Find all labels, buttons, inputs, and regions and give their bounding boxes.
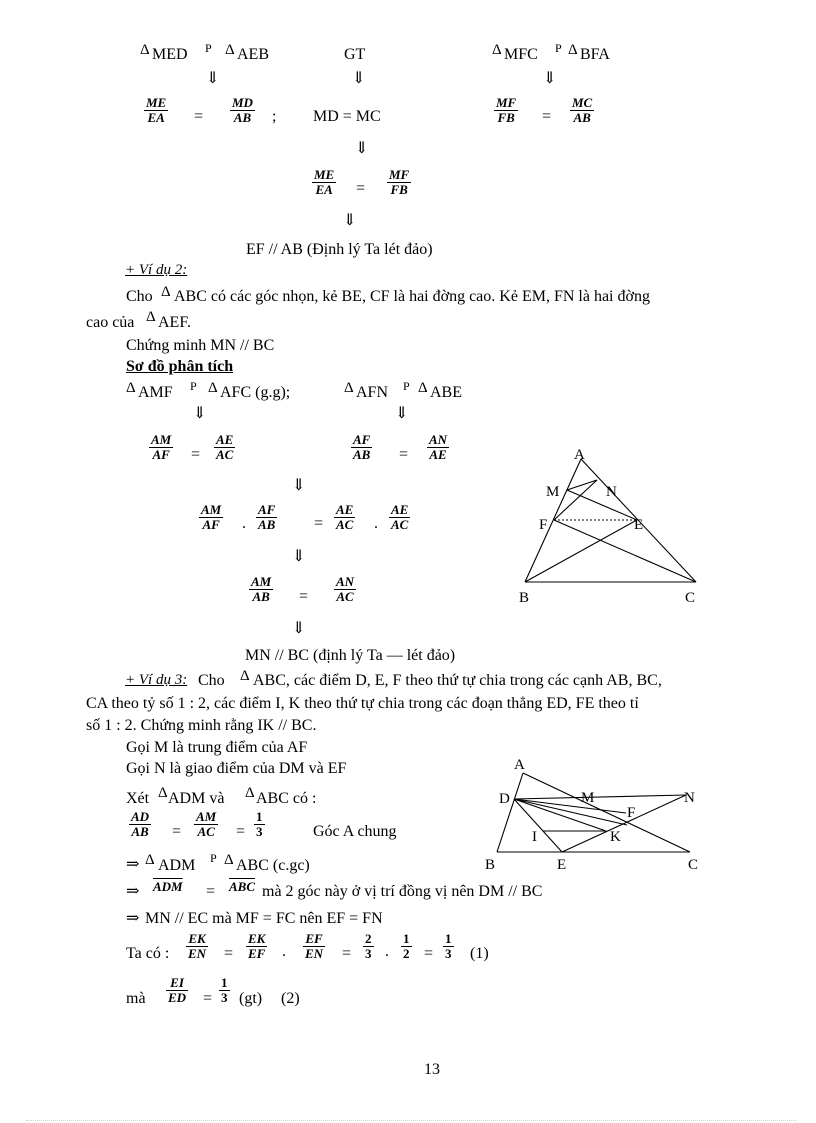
similar-symbol: P [205,41,212,55]
down-arrow-icon: ⇓ [352,70,366,87]
footer-divider [26,1120,796,1121]
down-arrow-icon: ⇓ [395,405,409,422]
point-label-b: B [519,590,530,606]
multiply-dot: . [242,515,246,532]
fraction-one-third: $\frac{1}{3}$ [445,931,452,961]
fraction-two-thirds: $\frac{2}{3}$ [365,931,372,961]
implies-icon: ⇒ [126,910,140,927]
tri-med: MED [152,46,188,63]
down-arrow-icon: ⇓ [292,620,306,637]
triangle-icon: Δ [568,42,578,58]
triangle-icon: Δ [240,668,250,684]
point-label-n: N [606,484,617,500]
equation-tag-1: (1) [470,945,489,962]
equals: = [206,883,216,900]
example-3-line-1-start: Cho [198,672,225,689]
down-arrow-icon: ⇓ [543,70,557,87]
xet-start: Xét [126,790,150,807]
semicolon: ; [272,108,277,125]
md-equals-mc: MD = MC [313,108,381,125]
fraction-am-af: $\frac{AM}{AF}$ [151,432,172,462]
xet-abc: ABC có : [256,790,317,807]
point-label-a: A [514,757,525,773]
triangle-icon: Δ [418,380,428,396]
tri-abe: ABE [430,384,462,401]
down-arrow-icon: ⇓ [355,140,369,157]
angle-adm: $\overline{ADM}$ [153,879,183,894]
fraction-an-ae: $\frac{AN}{AE}$ [429,432,448,462]
fraction-ae-ac: $\frac{AE}{AC}$ [391,502,409,532]
m-definition: Gọi M là trung điểm của AF [126,739,308,756]
fraction-af-ab: $\frac{AF}{AB}$ [353,432,371,462]
fraction-me-ea: $\frac{ME}{EA}$ [146,95,167,125]
point-label-e: E [634,517,644,533]
triangle-icon: Δ [161,284,171,300]
fraction-ek-ef: $\frac{EK}{EF}$ [248,931,266,961]
triangle-icon: Δ [146,309,156,325]
equals: = [424,945,434,962]
equals: = [356,180,366,197]
triangle-icon: Δ [492,42,502,58]
tri-afn: AFN [356,384,389,401]
point-label-m: M [581,790,595,806]
down-arrow-icon: ⇓ [193,405,207,422]
fraction-mc-ab: $\frac{MC}{AB}$ [572,95,593,125]
point-label-c: C [688,857,699,873]
conclusion-2: MN // BC (định lý Ta — lét đảo) [245,647,456,664]
equals: = [299,588,309,605]
example-2-line-1: ABC có các góc nhọn, kẻ BE, CF là hai đờng cao. Kẻ EM, FN là hai đờng [174,288,650,305]
point-label-e: E [557,857,567,873]
n-definition: Gọi N là giao điểm của DM và EF [126,760,347,777]
tri-amf: AMF [138,384,173,401]
equals: = [191,446,201,463]
similar-symbol: P [190,379,197,393]
multiply-dot: . [282,943,286,960]
equals: = [314,515,324,532]
fraction-ef-en: $\frac{EF}{EN}$ [305,931,324,961]
fraction-ek-en: $\frac{EK}{EN}$ [188,931,207,961]
triangle-figure-1 [510,445,710,610]
fraction-one-half: $\frac{1}{2}$ [403,931,410,961]
equals: = [542,108,552,125]
fraction-ei-ed: $\frac{EI}{ED}$ [168,975,187,1005]
fraction-ad-ab: $\frac{AD}{AB}$ [131,809,150,839]
down-arrow-icon: ⇓ [292,477,306,494]
angle-conclusion: mà 2 góc này ở vị trí đồng vị nên DM // BC [262,883,543,900]
down-arrow-icon: ⇓ [206,70,220,87]
page-number: 13 [424,1061,440,1078]
point-label-f: F [627,805,636,821]
gt-label: GT [344,46,366,63]
equals: = [399,446,409,463]
multiply-dot: . [374,515,378,532]
tri-bfa: BFA [580,46,610,63]
equals: = [194,108,204,125]
triangle-icon: Δ [245,785,255,801]
point-label-i: I [532,829,537,845]
equals: = [224,945,234,962]
triangle-icon: Δ [208,380,218,396]
example-3-line-1: ABC, các điểm D, E, F theo thứ tự chia trong các cạnh AB, BC, [253,672,662,689]
analysis-scheme-heading: Sơ đồ phân tích [126,358,234,375]
similar-symbol: P [210,851,217,865]
fraction-ae-ac: $\frac{AE}{AC}$ [216,432,234,462]
triangle-icon: Δ [344,380,354,396]
example-3-line-3: số 1 : 2. Chứng minh rằng IK // BC. [86,717,317,734]
fraction-mf-fb: $\frac{MF}{FB}$ [389,167,410,197]
point-label-b: B [485,857,496,873]
example-2-line-2-start: cao của [86,314,135,331]
common-angle: Góc A chung [313,823,397,840]
sim-abc: ABC (c.gc) [236,857,310,874]
conclusion-1: EF // AB (Định lý Ta lét đảo) [246,241,433,258]
triangle-icon: Δ [224,852,234,868]
fraction-af-ab: $\frac{AF}{AB}$ [258,502,276,532]
triangle-icon: Δ [158,785,168,801]
equals: = [172,823,182,840]
tri-mfc: MFC [504,46,538,63]
fraction-ae-ac: $\frac{AE}{AC}$ [336,502,354,532]
equals: = [203,990,213,1007]
ta-co: Ta có : [126,945,170,962]
fraction-am-af: $\frac{AM}{AF}$ [201,502,222,532]
ma-word: mà [126,990,146,1007]
angle-abc: $\overline{ABC}$ [229,879,256,894]
example-3-line-2: CA theo tỷ số 1 : 2, các điểm I, K theo thứ tự chia trong các đoạn thẳng ED, FE theo tỉ [86,695,639,712]
example-2-heading: + Ví dụ 2: [125,262,188,278]
fraction-an-ac: $\frac{AN}{AC}$ [336,574,355,604]
fraction-am-ac: $\frac{AM}{AC}$ [196,809,217,839]
point-label-n: N [684,790,695,806]
tri-aeb: AEB [237,46,269,63]
point-label-k: K [610,829,621,845]
example-2-line-2: AEF. [158,314,191,331]
example-3-heading: + Ví dụ 3: [125,672,188,688]
point-label-d: D [499,791,510,807]
implies-icon: ⇒ [126,856,140,873]
tri-afc: AFC (g.g); [220,384,291,401]
triangle-icon: Δ [126,380,136,396]
xet-adm: ADM và [168,790,225,807]
triangle-figure-2 [480,755,705,875]
down-arrow-icon: ⇓ [343,212,357,229]
similar-symbol: P [555,41,562,55]
implies-icon: ⇒ [126,883,140,900]
point-label-a: A [574,447,585,463]
sim-adm: ADM [158,857,196,874]
down-arrow-icon: ⇓ [292,548,306,565]
point-label-c: C [685,590,696,606]
triangle-icon: Δ [140,42,150,58]
triangle-icon: Δ [145,852,155,868]
prove-statement: Chứng minh MN // BC [126,337,275,354]
equation-tag-2: (2) [281,990,300,1007]
fraction-one-third: $\frac{1}{3}$ [256,809,263,839]
equals: = [236,823,246,840]
triangle-icon: Δ [225,42,235,58]
fraction-am-ab: $\frac{AM}{AB}$ [251,574,272,604]
mn-parallel-line: MN // EC mà MF = FC nên EF = FN [145,910,383,927]
multiply-dot: . [385,943,389,960]
fraction-me-ea: $\frac{ME}{EA}$ [314,167,335,197]
equals: = [342,945,352,962]
gt-note: (gt) [239,990,263,1007]
fraction-one-third: $\frac{1}{3}$ [221,975,228,1005]
point-label-m: M [546,484,560,500]
example-2-line-1-start: Cho [126,288,153,305]
point-label-f: F [539,517,548,533]
similar-symbol: P [403,379,410,393]
fraction-mf-fb: $\frac{MF}{FB}$ [496,95,517,125]
fraction-md-ab: $\frac{MD}{AB}$ [232,95,253,125]
